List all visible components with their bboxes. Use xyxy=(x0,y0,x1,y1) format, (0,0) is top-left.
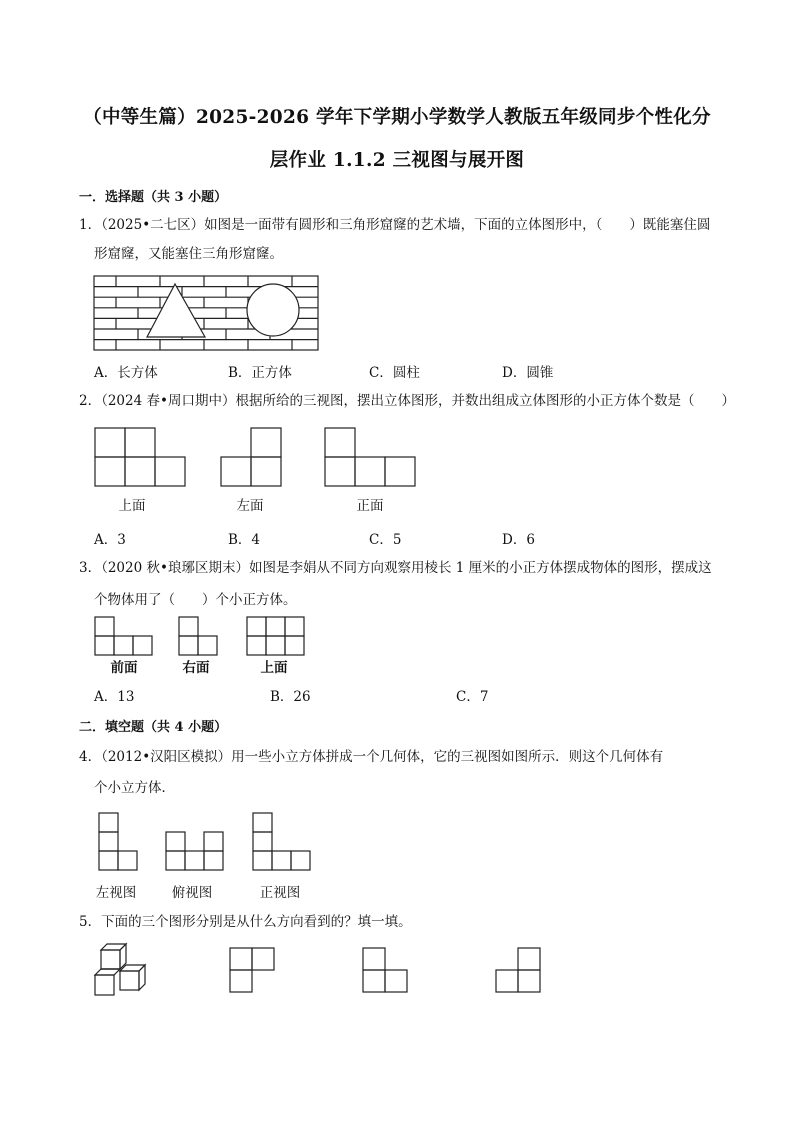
q4-label-left: 左视图 xyxy=(95,885,137,901)
q1-option-b[interactable]: B．正方体 xyxy=(228,365,292,381)
question-4-text: 4．（2012•汉阳区模拟）用一些小立方体拼成一个几何体，它的三视图如图所示．则这个几何体有 xyxy=(79,749,664,765)
q3-label-top: 上面 xyxy=(260,660,288,676)
q4-label-front: 正视图 xyxy=(259,885,301,901)
section-heading-fill: 二．填空题（共 4 小题） xyxy=(79,720,228,735)
q3-top-view xyxy=(246,616,306,656)
q2-option-d[interactable]: D．6 xyxy=(502,532,535,548)
question-4-text-cont: 个小立方体． xyxy=(94,780,175,796)
q2-option-c[interactable]: C．5 xyxy=(369,532,402,548)
q2-left-view xyxy=(220,427,282,487)
circle-hole xyxy=(247,284,299,336)
q2-label-left: 左面 xyxy=(236,498,264,514)
q1-option-d[interactable]: D．圆锥 xyxy=(502,365,554,381)
q4-front-view xyxy=(252,812,312,872)
q3-right-view xyxy=(178,616,220,656)
q3-option-a[interactable]: A．13 xyxy=(94,689,135,705)
q2-top-view xyxy=(94,427,186,487)
question-5-text: 5．下面的三个图形分别是从什么方向看到的？填一填。 xyxy=(79,914,412,930)
q2-front-view xyxy=(324,427,416,487)
q2-option-b[interactable]: B．4 xyxy=(228,532,261,548)
q5-cube-stack xyxy=(94,942,150,998)
q2-option-a[interactable]: A．3 xyxy=(94,532,126,548)
q2-label-front: 正面 xyxy=(356,498,384,514)
question-1-text-cont: 形窟窿，又能塞住三角形窟窿。 xyxy=(94,246,283,262)
q3-front-view xyxy=(94,616,154,656)
question-3-text: 3．（2020 秋•琅琊区期末）如图是李娟从不同方向观察用棱长 1 厘米的小正方体摆成物体的图形，摆成这 xyxy=(79,560,712,576)
page-title-line1: （中等生篇）2025-2026 学年下学期小学数学人教版五年级同步个性化分 xyxy=(83,107,711,128)
q4-label-top: 俯视图 xyxy=(171,885,213,901)
page-title-line2: 层作业 1.1.2 三视图与展开图 xyxy=(269,150,525,171)
q1-option-c[interactable]: C．圆柱 xyxy=(369,365,420,381)
q5-view-2 xyxy=(362,947,408,993)
q3-option-c[interactable]: C．7 xyxy=(456,689,489,705)
q4-left-view xyxy=(98,812,140,872)
q1-option-a[interactable]: A．长方体 xyxy=(94,365,158,381)
question-2-text: 2．（2024 春•周口期中）根据所给的三视图，摆出立体图形，并数出组成立体图形的小正方体个数是（ ） xyxy=(79,393,735,409)
q3-label-front: 前面 xyxy=(110,660,138,676)
question-1-text: 1．（2025•二七区）如图是一面带有圆形和三角形窟窿的艺术墙，下面的立体图形中，（ ）既能塞住圆 xyxy=(79,217,711,233)
q4-top-view xyxy=(165,831,225,871)
q3-option-b[interactable]: B．26 xyxy=(270,689,311,705)
q5-view-3 xyxy=(495,947,541,993)
triangle-hole xyxy=(147,284,205,337)
section-heading-choice: 一．选择题（共 3 小题） xyxy=(79,190,228,205)
brick-wall-figure xyxy=(94,276,318,350)
q2-label-top: 上面 xyxy=(118,498,146,514)
q3-label-right: 右面 xyxy=(182,660,210,676)
q5-view-1 xyxy=(229,947,275,993)
question-3-text-cont: 个物体用了（ ）个小正方体。 xyxy=(94,592,297,608)
